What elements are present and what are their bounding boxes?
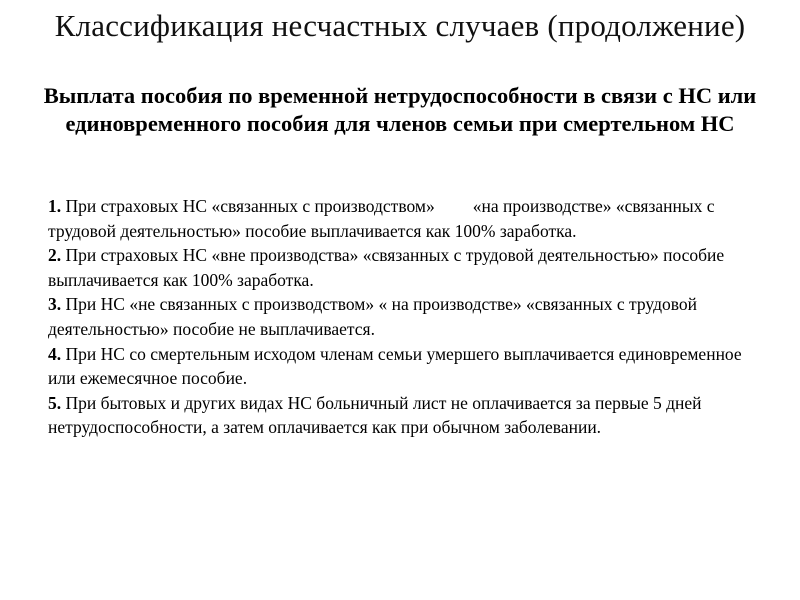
rule-number: 2. — [48, 245, 62, 266]
rule-item-1 — [48, 194, 768, 243]
rule-text: При страховых НС «вне производства» «связанных с трудовой деятельностью» пособие выплачивается как 100% заработка. — [48, 245, 725, 290]
rules-list — [48, 194, 768, 440]
rule-text: При страховых НС «связанных с производством» — [65, 196, 435, 216]
rule-text: При НС «не связанных с производством» « на производстве» «связанных с трудовой деятельностью» пособие не выплачивается. — [48, 294, 697, 339]
rule-number: 3. — [48, 294, 62, 315]
rule-number: 5. — [48, 392, 62, 413]
rule-text: При НС со смертельным исходом членам семьи умершего выплачивается единовременное или ежемесячное пособие. — [48, 343, 742, 389]
rule-item-5 — [48, 391, 768, 440]
rule-number: 4. — [48, 343, 62, 364]
rule-item-4 — [48, 342, 768, 391]
slide-subtitle: Выплата пособия по временной нетрудоспособности в связи с НС или единовременного пособия для членов семьи при смертельном НС — [43, 83, 757, 136]
rule-text: При бытовых и других видах НС больничный лист не оплачивается за первые 5 дней нетрудоспособности, а затем оплачивается как при обычном заболевании. — [48, 392, 702, 438]
rule-item-3 — [48, 292, 768, 341]
rule-item-2 — [48, 243, 768, 292]
slide-title: Классификация несчастных случаев (продолжение) — [54, 8, 746, 43]
rule-text-continued: «на производстве» «связанных с трудовой деятельностью» пособие выплачивается как 100% заработка. — [48, 196, 715, 241]
rule-number: 1. — [48, 196, 62, 216]
